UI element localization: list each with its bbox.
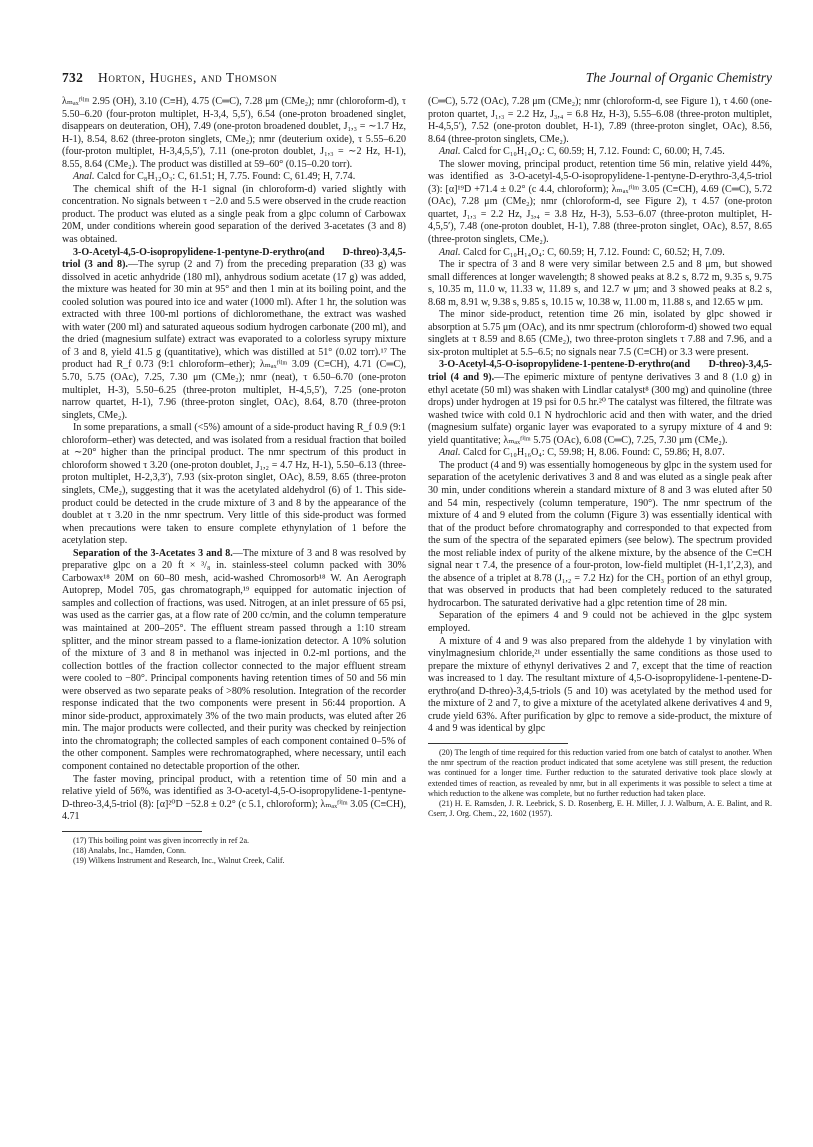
paragraph: Separation of the epimers 4 and 9 could not be achieved in the glpc system employed. <box>428 610 772 634</box>
running-authors: Horton, Hughes, and Thomson <box>98 70 278 85</box>
paragraph <box>62 171 406 184</box>
anal-label: Anal. <box>439 146 461 158</box>
footnote-21: (21) H. E. Ramsden, J. R. Leebrick, S. D. Rosenberg, E. H. Miller, J. J. Walburn, A. E. Balint, and R. Cserr, J. Org. Chem., 22, 1602 (1957). <box>428 798 772 819</box>
paragraph <box>62 548 406 774</box>
footnotes <box>62 836 406 867</box>
paragraph: The product (4 and 9) was essentially homogeneous by glpc in the system used for separation of the acetylenic derivatives 3 and 8 and was eluted as a single peak after 30 min, under conditions wherein a standard mixture of 8 and 3 was eluted after 50 and 54 min, respectively (column temperature, 190°). The nmr spectrum of the mixture of 4 and 9 eluted from the column (Figure 3) was essentially identical with that of the product before chromatography and corresponded to that expected from the sum of the spectra of the separated epimers (see below). The spectrum provided the most reliable index of purity of the alkene mixture, by the absence of the C≡CH signal near τ 7.4, the presence of a four-proton, low-field multiplet (H-1,1′,2,3), and the absence of a triplet at 8.78 (J₁,₂ = 7.2 Hz) for the CH₃ portion of an ethyl group, that was observed in products that had been completely reduced to the saturated hydrocarbon. The saturated derivative had a glpc retention time of 28 min. <box>428 459 772 609</box>
section-heading: 3-O-Acetyl-4,5-O-isopropylidene-1-pentene-D-erythro(and D-threo)-3,4,5-triol (4 and 9). <box>428 359 772 384</box>
footnotes <box>428 748 772 819</box>
paragraph <box>428 359 772 447</box>
paragraph: In some preparations, a small (<5%) amount of a side-product having R_f 0.9 (9:1 chloroform–ether) was detected, and was isolated from a residual fraction that boiled at ∼20° higher than the principal product. The nmr spectrum of this product in chloroform showed τ 3.20 (one-proton doublet, J₁,₂ = 4.7 Hz, H-1), 5.50–6.13 (three-proton multiplet, H-2,3,3′), 7.93 (six-proton singlet, OAc), 8.59, 8.65 (three-proton singlets, CMe₂), suggesting that it was the acetylated aldehydrol (6) of 1. This side-product could be detected in the crude mixture of 3 and 8 by the appearance of the doublet at τ 3.20 in the nmr spectrum. Very little of this side-product was formed when precautions were taken to ensure complete ethynylation of 1 before the acetylation step. <box>62 422 406 547</box>
section-text: —The epimeric mixture of pentyne derivatives 3 and 8 (1.0 g) in ethyl acetate (50 ml) was shaken with Lindlar catalyst⁸ (300 mg) and quinoline (three drops) under hydrogen at 19 psi for 0.5 hr.²⁰ The catalyst was filtered, the filtrate was washed twice with cold 0.1 N hydrochloric acid and then with water, and the dried (magnesium sulfate) organic layer was evaporated to a syrupy mixture of 4 and 9: yield quantitative; λₘₐₓᶠⁱˡᵐ 5.75 (OAc), 6.08 (C═C), 7.25, 7.30 μm (CMe₂). <box>428 372 772 446</box>
paragraph: The chemical shift of the H-1 signal (in chloroform-d) varied slightly with concentration. No signals between τ −2.0 and 5.5 were observed in the crude reaction product. The product was eluted as a single peak from a glpc column of Carbowax 20M, under conditions wherein good separation of the derived 3-acetates (3 and 8) was obtained. <box>62 183 406 246</box>
paragraph: λₘₐₓᶠⁱˡᵐ 2.95 (OH), 3.10 (C≡H), 4.75 (C═C), 7.28 μm (CMe₂); nmr (chloroform-d), τ 5.50–6.20 (four-proton multiplet, H-3,4, 5,5′), 6.54 (one-proton broadened singlet, disappears on deuteration, OH), 7.49 (one-proton broadened doublet, J₁,₃ = ∼1.7 Hz, H-1), 8.54, 8.62 (three-proton singlets, CMe₂); nmr (deuterium oxide), τ 5.55–6.20 (four-proton multiplet, H-3,4,5,5′), 7.11 (one-proton doublet, J₁,₃ = ∼2 Hz, H-1), 8.55, 8.64 (CMe₂). The product was distilled at 59–60° (0.15–0.20 torr). <box>62 96 406 170</box>
paragraph: The minor side-product, retention time 26 min, isolated by glpc showed ir absorption at 5.75 μm (OAc), and its nmr spectrum (chloroform-d) showed two equal singlets at τ 8.59 and 8.65 (CMe₂), two three-proton singlets τ 7.88 and 7.96, and a six-proton multiplet at 5.5–6.5; no signals near 7.5 (C≡CH) or 3.3 were present. <box>428 309 772 358</box>
section-text: —The mixture of 3 and 8 was resolved by preparative glpc on a 20 ft × ³/₈ in. stainless-steel column packed with 30% Carbowax¹⁸ 20M on 60–80 mesh, acid-washed Chromosorb¹⁸ W. An Aerograph Autoprep, Model 705, gas chromatograph,¹⁹ equipped for automatic injection of samples and collection of fractions, was used. Nitrogen, at an inlet pressure of 65 psi, was used as the carrier gas, at a flow rate of 200 cc/min, and the column temperature was maintained at 200–205°. The effluent stream passed through a 1:10 stream splitter, and the minor stream passed to a flame-ionization detector. A 10% solution of the mixture of 3 and 8 in methanol was injected in 0.2-ml portions, and the collection bottles of the fraction collector connected to the major effluent stream were cooled to −80°. Principal components having retention times of 50 and 56 min were observed as two separate peaks of >80% resolution. Integration of the recorder response indicated that the two components were present in 56:44 proportion. A minor side-product, approximately 3% of the two main products, was eluted after 26 min. The major products were collected, and their purity was checked by reinjection into the chromatograph; the collected samples of each component contained 0–5% of the other component. Samples were rechromatographed, where necessary, until each component contained no detectable proportion of the other. <box>62 547 407 772</box>
running-header <box>62 70 772 88</box>
anal-text: Calcd for C₁₀H₁₄O₄: C, 60.59; H, 7.12. Found: C, 60.00; H, 7.45. <box>460 146 725 158</box>
page-number: 732 <box>62 70 84 85</box>
section-heading: Separation of the 3-Acetates 3 and 8. <box>73 547 233 559</box>
footnote-19: (19) Wilkens Instrument and Research, Inc., Walnut Creek, Calif. <box>73 856 285 866</box>
paragraph <box>428 146 772 159</box>
paragraph: The slower moving, principal product, retention time 56 min, relative yield 44%, was identified as 3-O-acetyl-4,5-O-isopropylidene-1-pentyne-D-erythro-3,4,5-triol (3): [α]¹⁹D +71.4 ± 0.2° (c 4.4, chloroform); λₘₐₓᶠⁱˡᵐ 3.05 (C≡CH), 4.69 (C═C), 5.72 (OAc), 7.28 μm (CMe₂); nmr (chloroform-d, see Figure 2), τ 4.57 (one-proton quartet, J₁,₃ = 2.2 Hz, J₃,₄ = 3.8 Hz, H-3), 5.53–6.07 (three-proton multiplet, H-4,5,5′), 7.48 (one-proton doublet, H-1), 7.88 (three-proton singlet, OAc), 8.57, 8.65 (three-proton singlets, CMe₂). <box>428 158 772 246</box>
anal-label: Anal. <box>439 246 461 258</box>
footnote-rule <box>62 831 202 832</box>
anal-text: Calcd for C₁₀H₁₄O₄: C, 60.59; H, 7.12. Found: C, 60.52; H, 7.09. <box>460 246 725 258</box>
footnote-17: (17) This boiling point was given incorrectly in ref 2a. <box>73 835 250 845</box>
section-text: —The syrup (2 and 7) from the preceding preparation (33 g) was dissolved in acetic anhydride (180 ml), anhydrous sodium acetate (17 g) was added, the mixture was heated for 30 min at 95° and then 1 min at its boiling point, and the cooled solution was poured into ice and water (1000 ml). After 1 hr, the solution was extracted with three 100-ml portions of dichloromethane, the extract was washed with water (200 ml) and saturated aqueous sodium hydrogen carbonate (200 ml), and the dried (magnesium sulfate) extract was evaporated to a colorless syrupy mixture of 3 and 8, yield 41.5 g (quantitative), which was distilled at 51° (0.02 torr).¹⁷ The product had R_f 0.73 (9:1 chloroform–ether); λₘₐₓᶠⁱˡᵐ 3.09 (C≡CH), 4.71 (C═C), 5.70, 5.75 (OAc), 7.25, 7.30 μm (CMe₂); nmr (neat), τ 6.50–6.70 (one-proton multiplet, H-3), 5.50–6.25 (three-proton multiplet, H-4,5,5′), 7.25 (one-proton narrow quartet, H-1), 7.96 (three-proton singlet, OAc), 8.64, 8.70 (three-proton singlets, CMe₂). <box>62 259 406 421</box>
anal-label: Anal. <box>439 447 461 459</box>
right-column <box>428 96 772 819</box>
paragraph <box>428 247 772 260</box>
footnote-18: (18) Analabs, Inc., Hamden, Conn. <box>73 845 187 855</box>
anal-text: Calcd for C₁₀H₁₆O₄: C, 59.98; H, 8.06. Found: C, 59.86; H, 8.07. <box>460 447 725 459</box>
journal-title: The Journal of Organic Chemistry <box>585 70 772 85</box>
paragraph: (C═C), 5.72 (OAc), 7.28 μm (CMe₂); nmr (chloroform-d, see Figure 1), τ 4.60 (one-proton quartet, J₁,₃ = 2.2 Hz, J₃,₄ = 6.8 Hz, H-3), 5.55–6.08 (three-proton multiplet, H-4,5,5′), 7.52 (one-proton doublet, H-1), 7.89 (three-proton singlet, OAc), 8.56, 8.64 (three-proton singlets, CMe₂). <box>428 96 772 145</box>
paragraph: The ir spectra of 3 and 8 were very similar between 2.5 and 8 μm, but showed small differences at longer wavelength; 8 showed peaks at 8.2 s, 8.72 m, 9.35 s, 9.75 s, 10.35 m, 11.0 w, 11.33 w, 11.89 s, and 12.7 w μm; and 3 showed peaks at 8.2 s, 8.68 m, 8.91 w, 9.38 s, 9.85 s, 10.15 w, 10.38 w, 11.00 m, 11.88 s, and 12.65 w μm. <box>428 259 772 308</box>
paragraph: A mixture of 4 and 9 was also prepared from the aldehyde 1 by vinylation with vinylmagnesium chloride,²¹ under essentially the same conditions as those used to prepare the mixture of ethynyl derivatives 2 and 7, except that the time of reaction was increased to 1 day. The resultant mixture of 4,5-O-isopropylidene-1-pentene-D-erythro(and D-threo)-3,4,5-triols (5 and 10) was acetylated by the method used for the mixture of 2 and 7, to give a mixture of the acetylated alkene derivatives 4 and 9, crude yield 63%. After purification by glpc to remove a side-product, the mixture of 4 and 9 was identical by glpc <box>428 635 772 735</box>
footnote-rule <box>428 743 568 744</box>
left-column <box>62 96 406 866</box>
paragraph <box>428 447 772 460</box>
anal-label: Anal. <box>73 171 95 183</box>
section-heading: 3-O-Acetyl-4,5-O-isopropylidene-1-pentyne-D-erythro(and D-threo)-3,4,5-triol (3 and 8). <box>62 246 406 271</box>
paragraph <box>62 247 406 423</box>
footnote-20: (20) The length of time required for this reduction varied from one batch of catalyst to another. When the nmr spectrum of the reaction product indicated that some acetylene was still present, the reduction was continued for a longer time. Further reduction to the saturated derivative took place slowly at extended times of reaction, as revealed by nmr, but in all experiments it was possible to select a time at which reduction to the alkene was complete, but no further reduction had taken place. <box>428 747 772 798</box>
anal-text: Calcd for C₈H₁₂O₃: C, 61.51; H, 7.75. Found: C, 61.49; H, 7.74. <box>94 171 356 183</box>
paragraph: The faster moving, principal product, with a retention time of 50 min and a relative yield of 56%, was identified as 3-O-acetyl-4,5-O-isopropylidene-1-pentyne-D-threo-3,4,5-triol (8): [α]²⁰D −52.8 ± 0.2° (c 5.1, chloroform); λₘₐₓᶠⁱˡᵐ 3.05 (C≡CH), 4.71 <box>62 773 406 823</box>
